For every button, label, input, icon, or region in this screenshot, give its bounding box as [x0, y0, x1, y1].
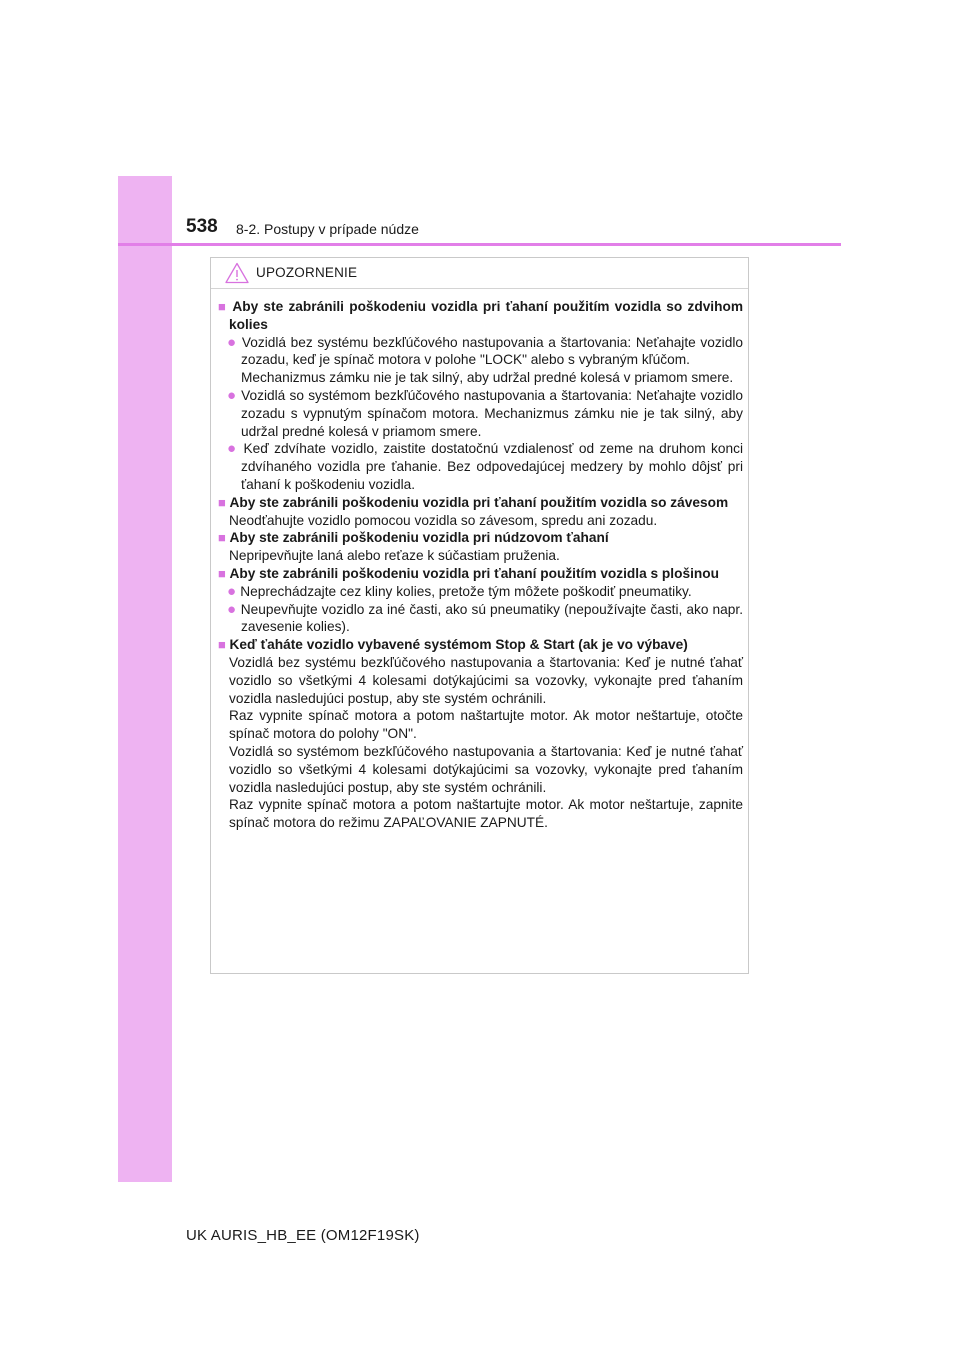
bullet-item	[218, 601, 743, 637]
side-tab-band	[118, 176, 172, 1182]
round-bullet-icon: ●	[227, 600, 241, 618]
bullet-item	[218, 583, 743, 601]
block-text: Nepripevňujte laná alebo reťaze k súčastiam pruženia.	[229, 548, 560, 564]
block-text: Keď ťaháte vozidlo vybavené systémom Stop & Start (ak je vo výbave)	[229, 637, 688, 653]
square-bullet-icon: ■	[218, 565, 230, 581]
paragraph	[218, 654, 743, 743]
block-text: Neprechádzajte cez kliny kolies, pretože tým môžete poškodiť pneumatiky.	[240, 583, 692, 599]
warning-triangle-icon	[225, 262, 249, 284]
page-number: 538	[186, 216, 218, 237]
block-text: Aby ste zabránili poškodeniu vozidla pri ťahaní použitím vozidla so závesom	[229, 494, 729, 510]
paragraph	[218, 512, 743, 530]
subheading	[218, 565, 743, 583]
block-text: Aby ste zabránili poškodeniu vozidla pri núdzovom ťahaní	[229, 530, 609, 546]
block-text: Aby ste zabránili poškodeniu vozidla pri ťahaní použitím vozidla so zdvihom kolies	[229, 299, 743, 332]
bullet-item	[218, 387, 743, 440]
round-bullet-icon: ●	[227, 386, 242, 404]
block-text: Keď zdvíhate vozidlo, zaistite dostatočnú vzdialenosť od zeme na druhom konci zdvíhaného vozidla pre ťahanie. Bez odpovedajúcej medzery by mohlo dôjsť pri ťahaní k poškodeniu vozidla.	[241, 441, 743, 492]
footer-code: UK AURIS_HB_EE (OM12F19SK)	[186, 1227, 420, 1244]
bullet-item	[218, 440, 743, 493]
block-text: Neupevňujte vozidlo za iné časti, ako sú pneumatiky (nepoužívajte časti, ako napr. zavesenie kolies).	[240, 601, 743, 635]
warning-header	[211, 258, 748, 289]
square-bullet-icon: ■	[218, 637, 230, 653]
square-bullet-icon: ■	[218, 299, 233, 314]
block-text: Vozidlá so systémom bezkľúčového nastupovania a štartovania: Keď je nutné ťahať vozidlo so všetkými 4 kolesami dotýkajúcimi sa vozovky, vykonajte pred ťahaním vozidla nasledujúci postup, aby ste systém ochránili. Raz vypnite spínač motora a potom naštartujte motor. Ak motor neštartuje, zapnite spínač motora do režimu ZAPAĽOVANIE ZAPNUTÉ.	[229, 743, 743, 831]
round-bullet-icon: ●	[227, 582, 241, 600]
block-text: Vozidlá bez systému bezkľúčového nastupovania a štartovania: Keď je nutné ťahať vozidlo so všetkými 4 kolesami dotýkajúcimi sa vozovky, vykonajte pred ťahaním vozidla nasledujúci postup, aby ste systém ochránili. Raz vypnite spínač motora a potom naštartujte motor. Ak motor neštartuje, otočte spínač motora do polohy "ON".	[229, 654, 743, 742]
bullet-item	[218, 334, 743, 387]
subheading	[218, 636, 743, 654]
block-text: Vozidlá so systémom bezkľúčového nastupovania a štartovania: Neťahajte vozidlo zozadu s vypnutým spínačom motora. Mechanizmus zámku nie je tak silný, aby udržal predné kolesá v priamom smere.	[241, 387, 743, 439]
block-text: Neodťahujte vozidlo pomocou vozidla so závesom, spredu ani zozadu.	[229, 512, 658, 528]
round-bullet-icon: ●	[227, 440, 244, 458]
round-bullet-icon: ●	[227, 333, 242, 351]
block-text: Aby ste zabránili poškodeniu vozidla pri ťahaní použitím vozidla s plošinou	[229, 565, 719, 581]
warning-content	[218, 298, 743, 832]
square-bullet-icon: ■	[218, 530, 230, 546]
paragraph	[218, 743, 743, 832]
subheading	[218, 529, 743, 547]
section-title: 8-2. Postupy v prípade núdze	[236, 221, 419, 237]
warning-title: UPOZORNENIE	[256, 265, 358, 280]
subheading	[218, 298, 743, 334]
block-text: Vozidlá bez systému bezkľúčového nastupovania a štartovania: Neťahajte vozidlo zozadu, keď je spínač motora v polohe "LOCK" alebo s vybraným kľúčom. Mechanizmus zámku nie je tak silný, aby udržal predné kolesá v priamom smere.	[241, 334, 743, 386]
paragraph	[218, 547, 743, 565]
square-bullet-icon: ■	[218, 494, 230, 510]
warning-box	[210, 257, 749, 974]
header-rule	[118, 243, 841, 246]
subheading	[218, 494, 743, 512]
